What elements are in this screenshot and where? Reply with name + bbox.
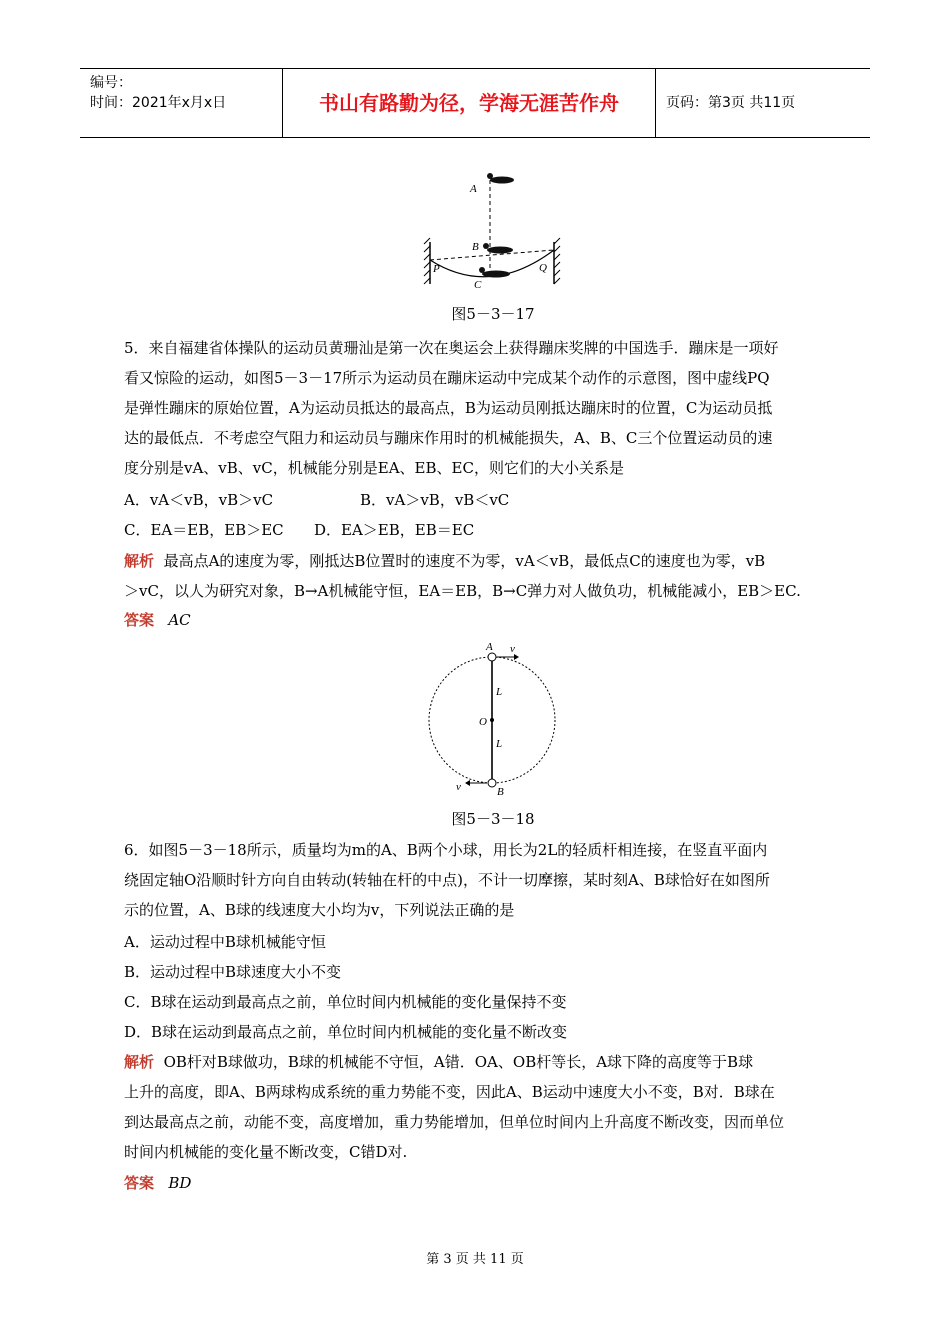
q5-stem-line: 度分别是vA、vB、vC，机械能分别是EA、EB、EC，则它们的大小关系是 — [124, 459, 624, 477]
label-l-bottom: L — [496, 738, 503, 750]
athlete-c-icon — [479, 267, 510, 278]
athlete-b-icon — [483, 243, 513, 254]
q5-option-b: B．vA＞vB，vB＜vC — [360, 491, 510, 509]
header-left — [80, 69, 282, 137]
q6-analysis-line: 上升的高度，即A、B两球构成系统的重力势能不变，因此A、B运动中速度大小不变，B对．B球在 — [124, 1083, 775, 1101]
figure-trampoline — [418, 158, 568, 292]
q5-stem-line: 是弹性蹦床的原始位置，A为运动员抵达的最高点，B为运动员刚抵达蹦床时的位置，C为运动员抵 — [124, 399, 773, 417]
label-q: Q — [539, 262, 547, 274]
q5-stem-line: 5．来自福建省体操队的运动员黄珊汕是第一次在奥运会上获得蹦床奖牌的中国选手．蹦床是一项好 — [124, 339, 779, 357]
ball-b — [488, 779, 496, 787]
q6-stem-line: 示的位置，A、B球的线速度大小均为v，下列说法正确的是 — [124, 901, 515, 919]
q6-option-c: C．B球在运动到最高点之前，单位时间内机械能的变化量保持不变 — [124, 993, 567, 1011]
q5-analysis-line: ＞vC，以人为研究对象，B→A机械能守恒，EA＝EB，B→C弹力对人做负功，机械能减小，EB＞EC. — [124, 582, 801, 600]
label-a: A — [486, 641, 493, 653]
q6-answer — [124, 1172, 191, 1193]
q6-answer-label: 答案 — [124, 1174, 155, 1192]
label-c: C — [474, 279, 482, 291]
q5-stem-line: 达的最低点．不考虑空气阻力和运动员与蹦床作用时的机械能损失，A、B、C三个位置运动员的速 — [124, 429, 773, 447]
arrowhead-bottom-icon — [465, 780, 470, 786]
label-o: O — [479, 716, 487, 728]
label-b: B — [497, 786, 504, 798]
figure-rotating-rod — [420, 640, 570, 798]
label-v-bottom: v — [456, 781, 461, 793]
q6-option-b: B．运动过程中B球速度大小不变 — [124, 963, 342, 981]
figure17-caption: 图5－3－17 — [451, 305, 535, 323]
motto: 书山有路勤为径，学海无涯苦作舟 — [282, 69, 656, 137]
q5-answer-value: AC — [168, 611, 191, 629]
q5-option-d: D．EA＞EB，EB＝EC — [314, 521, 475, 539]
label-b: B — [472, 241, 479, 253]
page-footer: 第 3 页 共 11 页 — [426, 1252, 524, 1267]
q5-analysis — [124, 546, 864, 606]
athlete-a-icon — [487, 173, 514, 184]
figure18-caption: 图5－3－18 — [451, 810, 535, 828]
right-wall — [554, 238, 560, 284]
q5-stem-line: 看又惊险的运动，如图5－3－17所示为运动员在蹦床运动中完成某个动作的示意图，图中虚线PQ — [124, 369, 770, 387]
q6-option-d: D．B球在运动到最高点之前，单位时间内机械能的变化量不断改变 — [124, 1023, 568, 1041]
page-label: 页码：第3页 共11页 — [666, 95, 796, 111]
q6-stem-line: 绕固定轴O沿顺时针方向自由转动(转轴在杆的中点)，不计一切摩擦，某时刻A、B球恰好在如图所 — [124, 871, 770, 889]
label-a: A — [470, 183, 477, 195]
label-l-top: L — [496, 686, 503, 698]
q5-answer — [124, 609, 191, 630]
q5-analysis-line: 最高点A的速度为零，刚抵达B位置时的速度不为零，vA＜vB，最低点C的速度也为零，vB — [163, 552, 766, 570]
label-p: P — [433, 263, 440, 275]
q6-stem-line: 6．如图5－3－18所示，质量均为m的A、B两个小球，用长为2L的轻质杆相连接，在竖直平面内 — [124, 841, 768, 859]
q6-answer-value: BD — [168, 1174, 192, 1192]
q6-option-a: A．运动过程中B球机械能守恒 — [124, 933, 326, 951]
ball-a — [488, 653, 496, 661]
q6-analysis-line: 时间内机械能的变化量不断改变，C错D对. — [124, 1143, 408, 1161]
q6-analysis — [124, 1047, 864, 1167]
left-wall — [424, 238, 430, 284]
number-label: 编号： — [90, 75, 132, 91]
q5-option-c: C．EA＝EB，EB＞EC — [124, 521, 284, 539]
q5-answer-label: 答案 — [124, 611, 155, 629]
q6-analysis-line: OB杆对B球做功，B球的机械能不守恒，A错．OA、OB杆等长，A球下降的高度等于B球 — [163, 1053, 754, 1071]
date-label: 时间：2021年x月x日 — [90, 95, 227, 111]
q6-stem — [124, 835, 864, 925]
axis-o — [490, 718, 494, 722]
label-v-top: v — [510, 643, 515, 655]
q6-analysis-label: 解析 — [124, 1053, 155, 1071]
q5-analysis-label: 解析 — [124, 552, 155, 570]
q5-stem — [124, 333, 864, 483]
page-header — [80, 68, 870, 138]
q6-analysis-line: 到达最高点之前，动能不变，高度增加，重力势能增加，但单位时间内上升高度不断改变，因而单位 — [124, 1113, 785, 1131]
q5-option-a: A．vA＜vB，vB＞vC — [124, 491, 274, 509]
